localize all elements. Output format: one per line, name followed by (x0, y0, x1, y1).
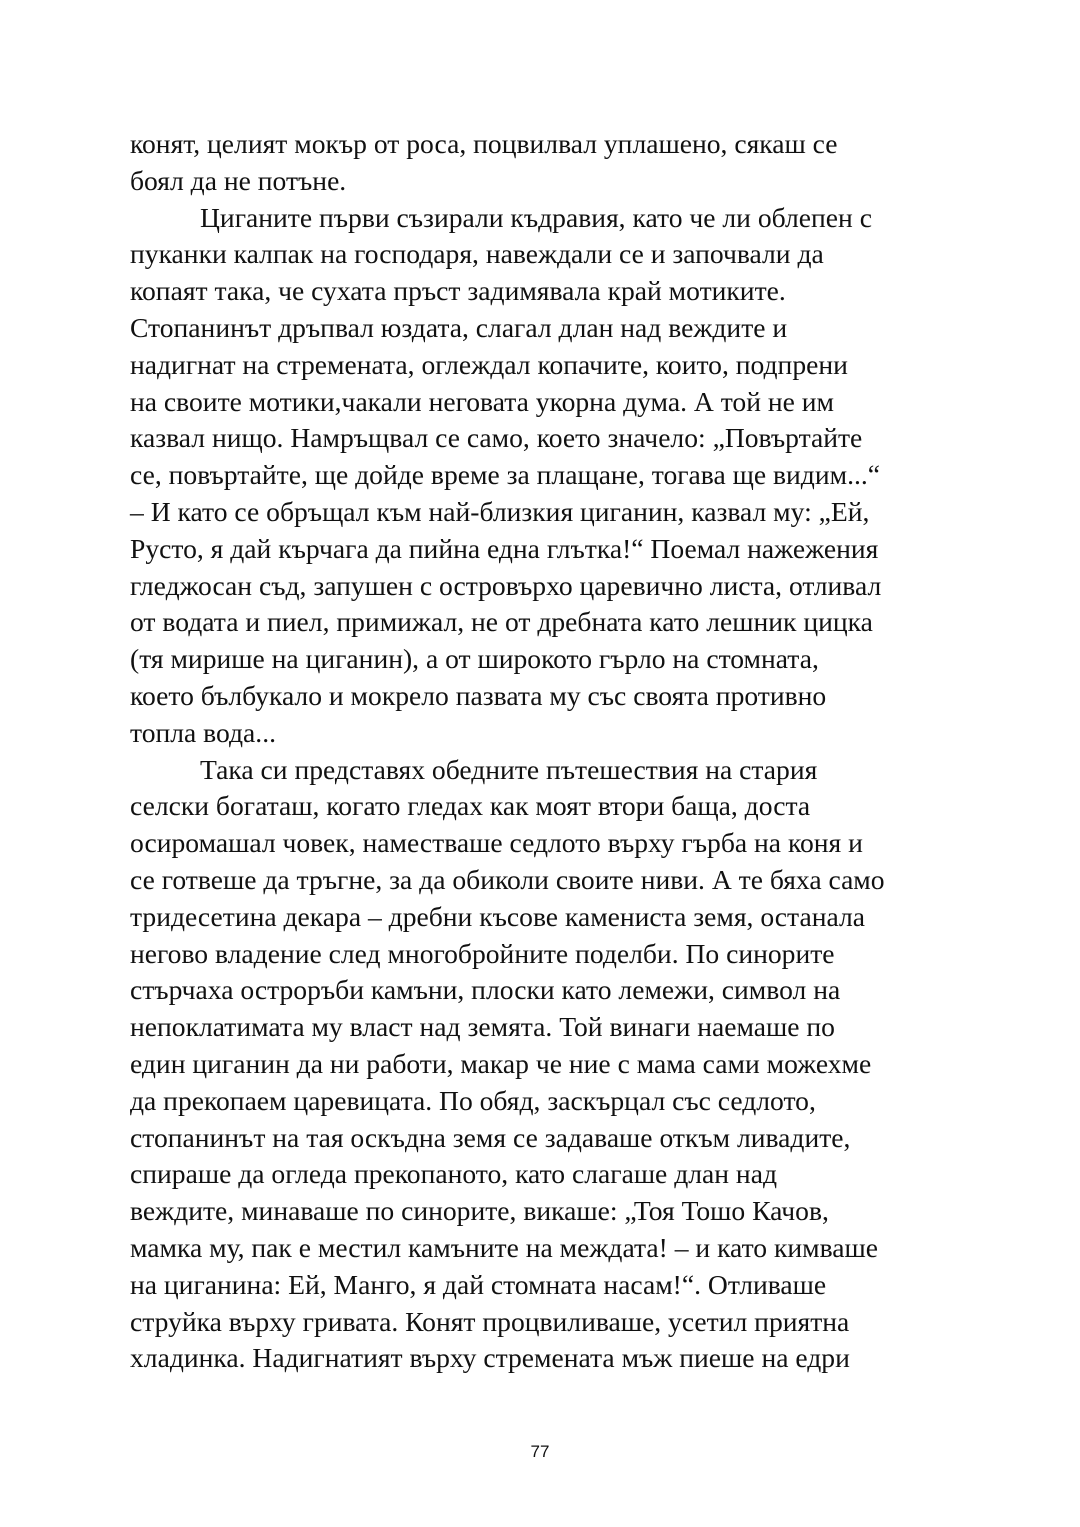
text-line: надигнат на стремената, оглеждал копачите, които, подпрени (130, 348, 848, 380)
text-line: стърчаха остроръби камъни, плоски като лемежи, символ на (130, 974, 841, 1006)
text-line: спираше да огледа прекопаното, като слагаше длан над (130, 1158, 777, 1190)
text-line: един циганин да ни работи, макар че ние с мама сами можехме (130, 1047, 872, 1079)
text-line: веждите, минаваше по синорите, викаше: „Тоя Тошо Качов, (130, 1195, 829, 1227)
text-line: тридесетина декара – дребни късове камениста земя, останала (130, 900, 865, 932)
text-line: мамка му, пак е местил камъните на междата! – и като кимваше (130, 1231, 879, 1263)
text-line: непоклатимата му власт над земята. Той винаги наемаше по (130, 1011, 835, 1043)
text-line: Циганите първи съзирали къдравия, като че ли облепен с (200, 201, 872, 233)
text-line: на своите мотики,чакали неговата укорна дума. А той не им (130, 385, 835, 417)
body-text (130, 126, 955, 1377)
text-line: се, повъртайте, ще дойде време за плащане, тогава ще видим...“ (130, 459, 881, 491)
text-line: което бълбукало и мокрело пазвата му със своята противно (130, 679, 827, 711)
text-line: копаят така, че сухата пръст задимявала край мотиките. (130, 275, 786, 307)
text-line: конят, целият мокър от роса, поцвилвал уплашено, сякаш се (130, 128, 838, 159)
text-line: – И като се обръщал към най-близкия циганин, казвал му: „Ей, (130, 495, 870, 527)
text-line: се готвеше да тръгне, за да обиколи своите ниви. А те бяха само (130, 863, 885, 895)
text-line: боял да не потъне. (130, 164, 347, 196)
text-line: гледжосан съд, запушен с островърхо царевично листа, отливал (130, 569, 882, 601)
text-line: на циганина: Ей, Манго, я дай стомната насам!“. Отливаше (130, 1268, 827, 1300)
text-line: негово владение след многобройните поделби. По синорите (130, 937, 835, 969)
text-line: хладинка. Надигнатият върху стремената мъж пиеше на едри (130, 1342, 850, 1374)
text-line: (тя мирише на циганин), а от широкото гърло на стомната, (130, 643, 819, 675)
text-line: струйка върху гривата. Конят процвиливаше, усетил приятна (130, 1305, 850, 1337)
text-line: топла вода... (130, 716, 276, 748)
text-line: Русто, я дай кърчага да пийна една глътка!“ Поемал нажежения (130, 532, 879, 564)
text-line: пуканки калпак на господаря, навеждали се и започвали да (130, 238, 824, 270)
text-line: селски богаташ, когато гледах как моят втори баща, доста (130, 790, 811, 822)
text-line: Така си представях обедните пътешествия на стария (200, 753, 818, 785)
page-number: 77 (530, 1442, 550, 1461)
text-line: да прекопаем царевицата. По обяд, заскърцал със седлото, (130, 1084, 816, 1116)
text-line: от водата и пиел, примижал, не от дребната като лешник цицка (130, 606, 873, 638)
text-line: казвал нищо. Намръщвал се само, което значело: „Повъртайте (130, 422, 863, 454)
text-line: осиромашал човек, наместваше седлото върху гърба на коня и (130, 827, 863, 859)
text-line: Стопанинът дръпвал юздата, слагал длан над веждите и (130, 311, 788, 343)
text-line: стопанинът на тая оскъдна земя се задаваше откъм ливадите, (130, 1121, 851, 1153)
